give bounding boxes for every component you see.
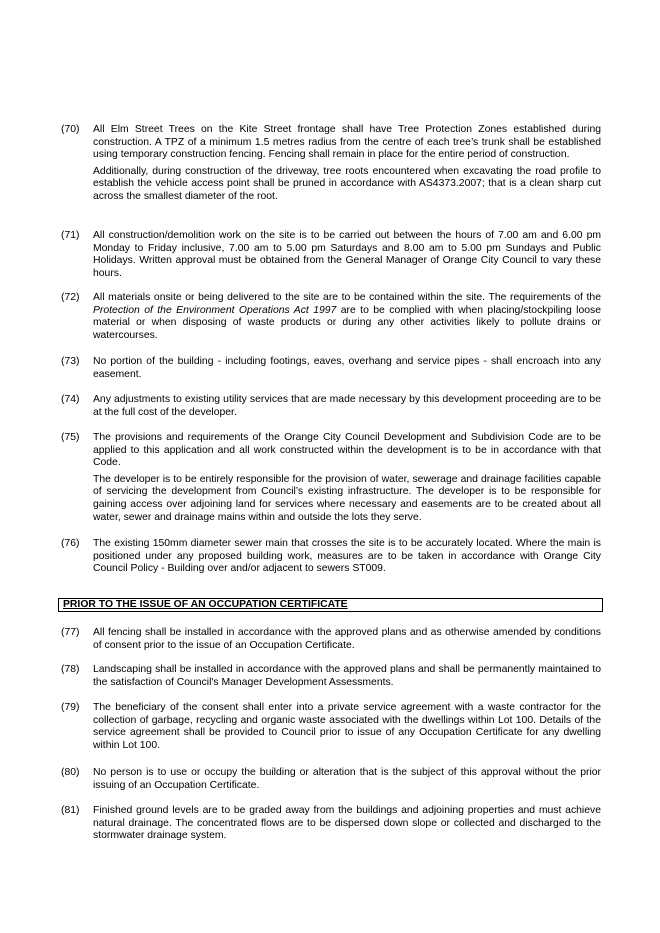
condition-paragraph bbox=[93, 538, 601, 576]
condition-number: (76) bbox=[61, 538, 80, 549]
condition-number: (78) bbox=[61, 664, 80, 675]
condition-item bbox=[61, 432, 601, 524]
condition-paragraph bbox=[93, 356, 601, 381]
condition-paragraph bbox=[93, 432, 601, 470]
condition-number: (72) bbox=[61, 292, 80, 303]
condition-body bbox=[93, 432, 601, 524]
paragraph-text: All Elm Street Trees on the Kite Street frontage shall have Tree Protection Zones established during construction. A TPZ of a minimum 1.5 metres radius from the centre of each tree’s trunk shall be established using temporary construction fencing. Fencing shall remain in place for the entire period of construction. bbox=[93, 124, 601, 161]
paragraph-text: All fencing shall be installed in accordance with the approved plans and as otherwise amended by conditions of consent prior to the issue of an Occupation Certificate. bbox=[93, 627, 601, 651]
condition-item bbox=[61, 124, 601, 204]
condition-body bbox=[93, 124, 601, 204]
condition-number: (71) bbox=[61, 230, 80, 241]
condition-body bbox=[93, 230, 601, 280]
condition-item bbox=[61, 805, 601, 843]
section-heading bbox=[58, 598, 603, 612]
paragraph-text: The beneficiary of the consent shall enter into a private service agreement with a waste contractor for the collection of garbage, recycling and organic waste associated with the dwellings within Lot 100. Details of the service agreement shall be provided to Council prior to issue of any Occupation Certificate for any dwelling within Lot 100. bbox=[93, 702, 601, 751]
italic-act-title: Protection of the Environment Operations Act 1997 bbox=[93, 304, 337, 316]
condition-paragraph bbox=[93, 474, 601, 524]
condition-paragraph bbox=[93, 767, 601, 792]
condition-item bbox=[61, 292, 601, 342]
condition-number: (80) bbox=[61, 767, 80, 778]
paragraph-text: The provisions and requirements of the Orange City Council Development and Subdivision Code are to be applied to this application and all work constructed within the development is to be in accordance with that Code. bbox=[93, 432, 601, 469]
condition-paragraph bbox=[93, 230, 601, 280]
paragraph-text: Additionally, during construction of the driveway, tree roots encountered when excavating the road profile to establish the vehicle access point shall be pruned in accordance with AS4373.2007; that is a clean sharp cut across the smallest diameter of the root. bbox=[93, 165, 601, 202]
condition-body bbox=[93, 664, 601, 689]
condition-paragraph bbox=[93, 627, 601, 652]
section-heading-text: PRIOR TO THE ISSUE OF AN OCCUPATION CERTIFICATE bbox=[63, 599, 348, 610]
paragraph-text: No person is to use or occupy the building or alteration that is the subject of this approval without the prior issuing of an Occupation Certificate. bbox=[93, 767, 601, 791]
condition-body bbox=[93, 627, 601, 652]
condition-paragraph bbox=[93, 702, 601, 752]
condition-item bbox=[61, 702, 601, 752]
condition-number: (79) bbox=[61, 702, 80, 713]
condition-body bbox=[93, 702, 601, 752]
condition-body bbox=[93, 394, 601, 419]
paragraph-text: All materials onsite or being delivered to the site are to be contained within the site. The requirements of the bbox=[93, 292, 601, 303]
condition-paragraph bbox=[93, 394, 601, 419]
condition-body bbox=[93, 805, 601, 843]
paragraph-text: No portion of the building - including footings, eaves, overhang and service pipes - shall encroach into any easement. bbox=[93, 356, 601, 380]
condition-item bbox=[61, 538, 601, 576]
condition-item bbox=[61, 664, 601, 689]
condition-number: (70) bbox=[61, 124, 80, 135]
condition-body bbox=[93, 292, 601, 342]
condition-paragraph bbox=[93, 292, 601, 342]
paragraph-text: are to be complied with when placing/stockpiling loose material or when disposing of waste products or during any other activities likely to pollute drains or watercourses. bbox=[93, 304, 602, 341]
condition-paragraph bbox=[93, 664, 601, 689]
condition-number: (81) bbox=[61, 805, 80, 816]
condition-item bbox=[61, 356, 601, 381]
paragraph-text: All construction/demolition work on the site is to be carried out between the hours of 7.00 am and 6.00 pm Monday to Friday inclusive, 7.00 am to 5.00 pm Saturdays and 8.00 am to 5.00 pm Sundays and Public Holidays. Written approval must be obtained from the General Manager of Orange City Council to vary these hours. bbox=[93, 230, 601, 279]
condition-body bbox=[93, 538, 601, 576]
condition-number: (75) bbox=[61, 432, 80, 443]
paragraph-text: Landscaping shall be installed in accordance with the approved plans and shall be permanently maintained to the satisfaction of Council's Manager Development Assessments. bbox=[93, 664, 601, 688]
condition-item bbox=[61, 627, 601, 652]
paragraph-text: The developer is to be entirely responsible for the provision of water, sewerage and drainage facilities capable of servicing the development from Council’s existing infrastructure. The developer is to be responsible for gaining access over adjoining land for services where necessary and easements are to be created about all water, sewer and drainage mains within and outside the lots they serve. bbox=[93, 473, 601, 523]
condition-number: (73) bbox=[61, 356, 80, 367]
condition-paragraph bbox=[93, 805, 601, 843]
paragraph-text: Finished ground levels are to be graded away from the buildings and adjoining properties and must achieve natural drainage. The concentrated flows are to be dispersed down slope or collected and discharged to the stormwater drainage system. bbox=[93, 805, 601, 842]
condition-number: (77) bbox=[61, 627, 80, 638]
condition-item bbox=[61, 230, 601, 280]
condition-body bbox=[93, 356, 601, 381]
paragraph-text: The existing 150mm diameter sewer main that crosses the site is to be accurately located. Where the main is positioned under any proposed building work, measures are to be taken in accordance with Orange City Council Policy - Building over and/or adjacent to sewers ST009. bbox=[93, 538, 601, 575]
condition-paragraph bbox=[93, 166, 601, 204]
condition-paragraph bbox=[93, 124, 601, 162]
paragraph-text: Any adjustments to existing utility services that are made necessary by this development proceeding are to be at the full cost of the developer. bbox=[93, 394, 601, 418]
condition-item bbox=[61, 394, 601, 419]
condition-number: (74) bbox=[61, 394, 80, 405]
condition-body bbox=[93, 767, 601, 792]
condition-item bbox=[61, 767, 601, 792]
